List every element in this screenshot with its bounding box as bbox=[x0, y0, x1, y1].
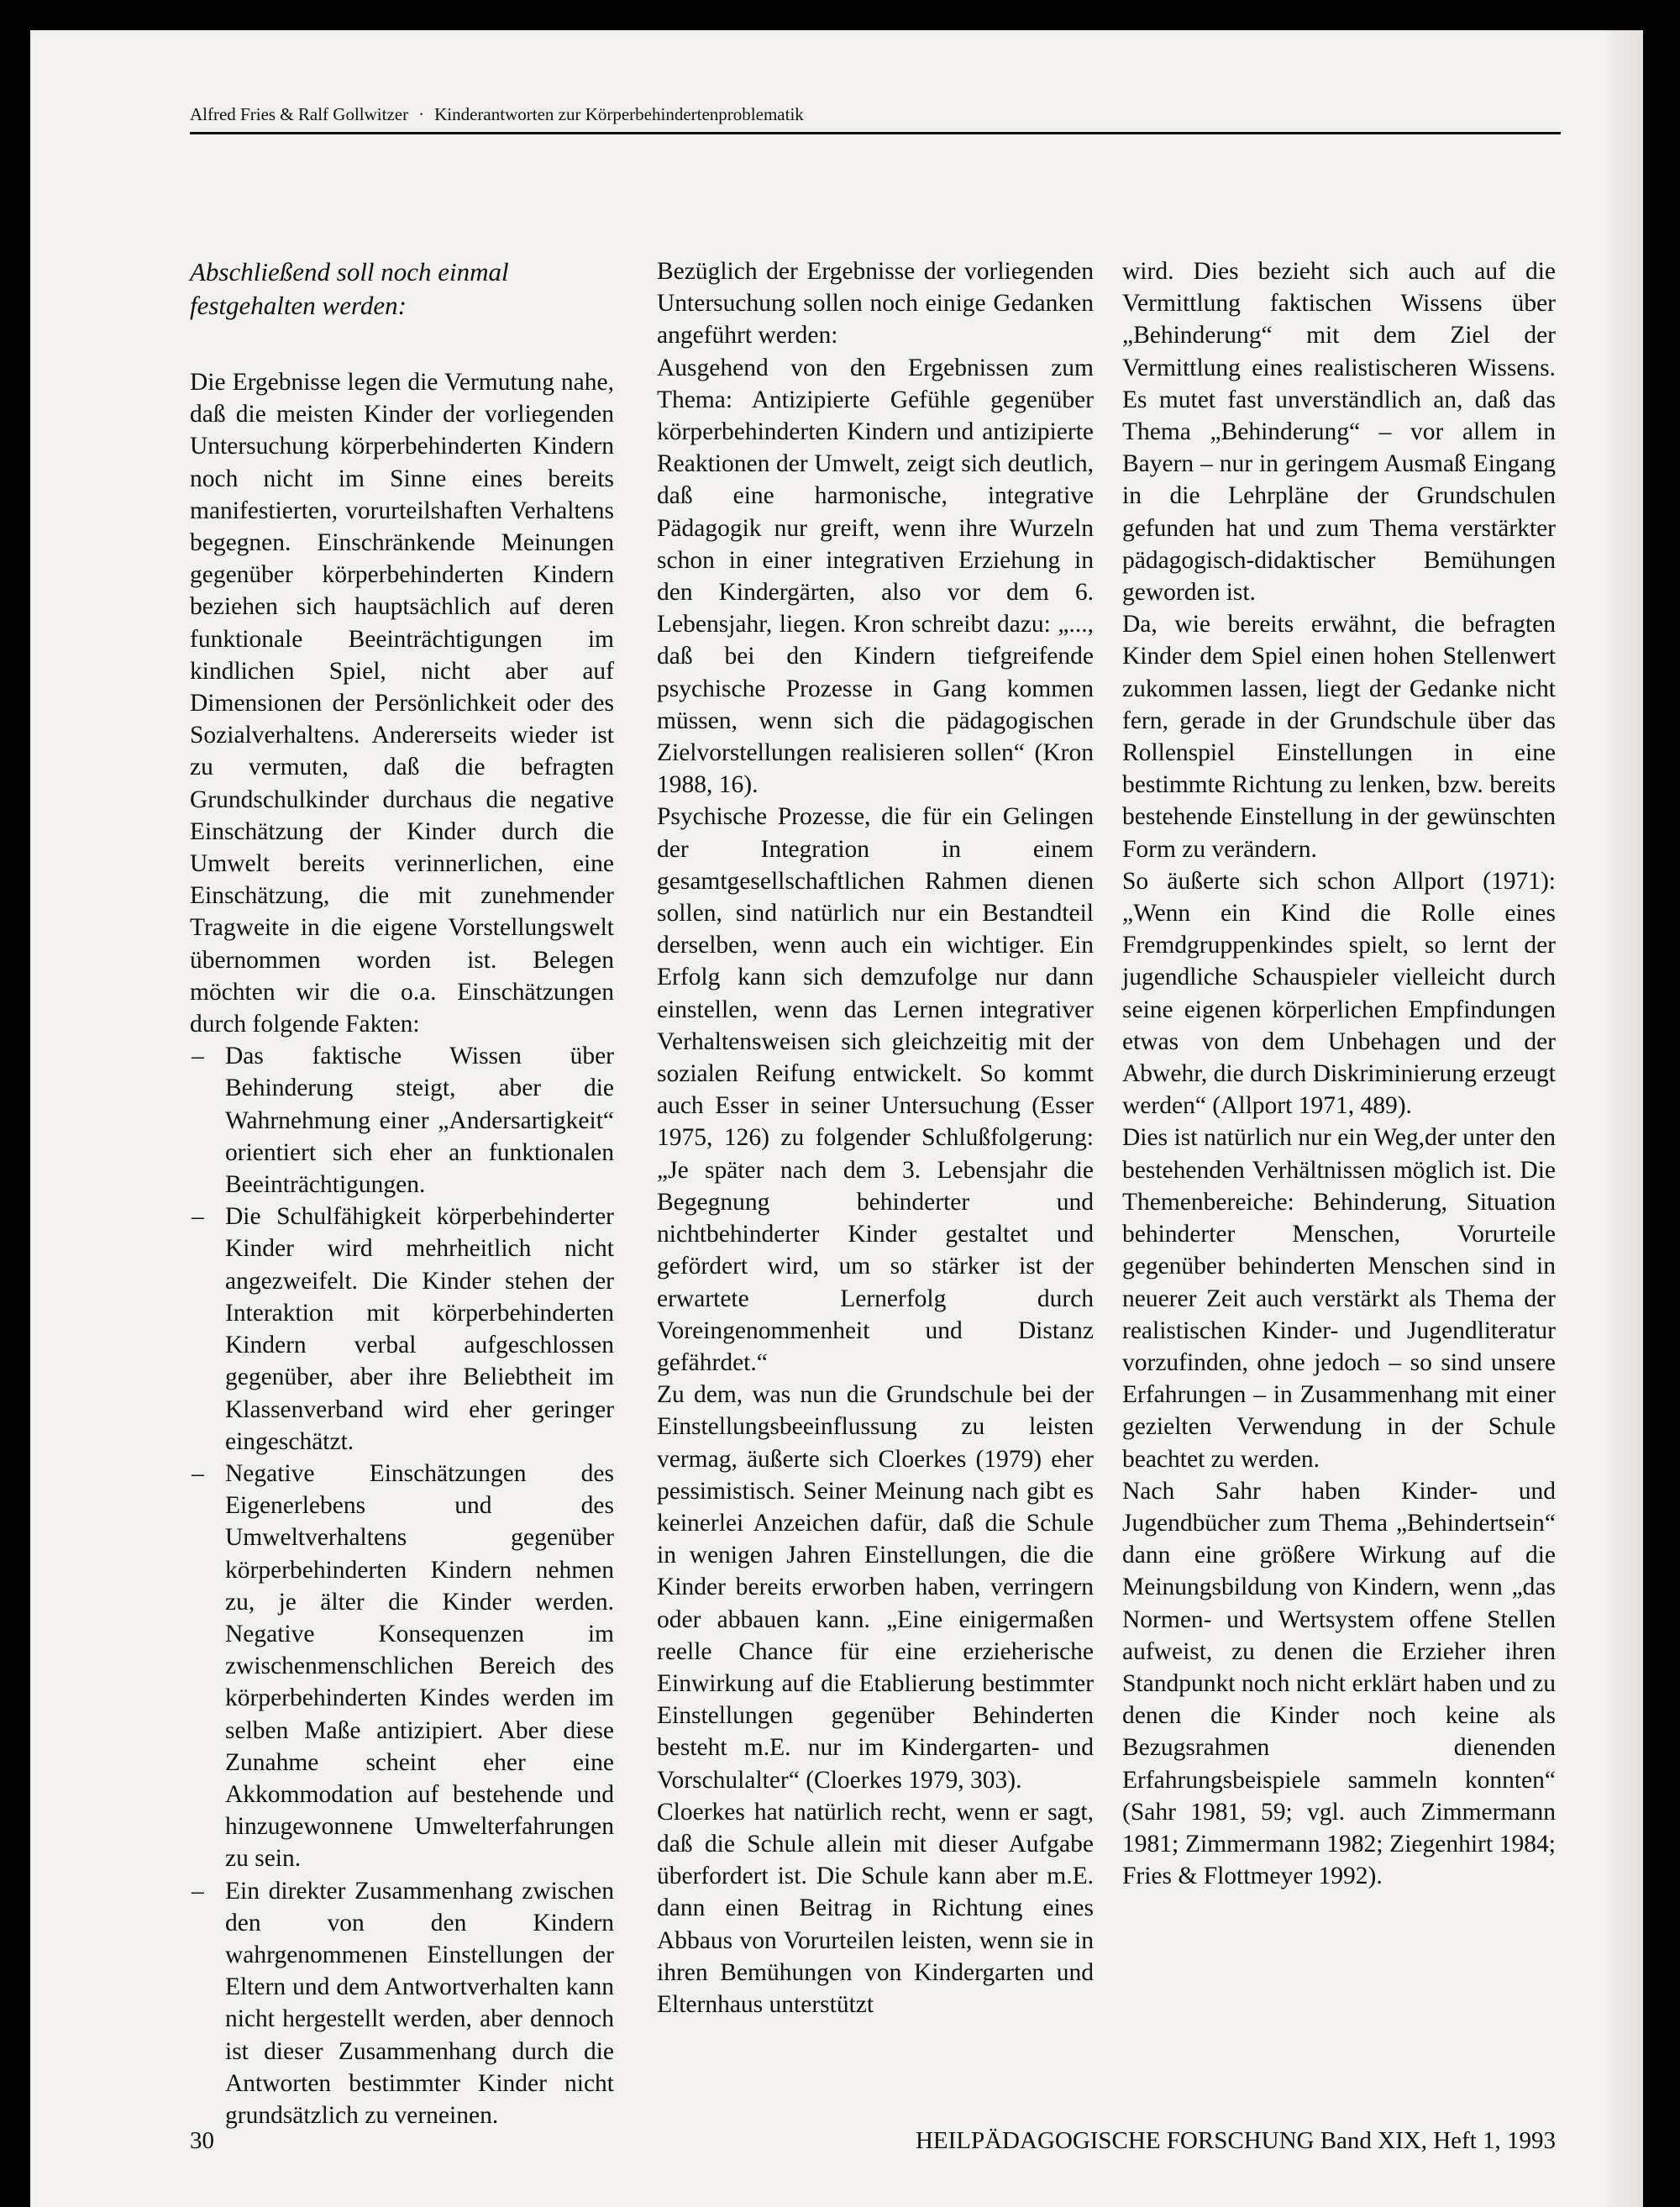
paragraph: So äußerte sich schon Allport (1971): „Wenn ein Kind die Rolle eines Fremdgruppenkindes spielt, so lernt der jugendliche Schauspieler vielleicht durch seine eigenen körperlichen Empfindungen etwas von dem Unbehagen und der Abwehr, die durch Diskriminierung erzeugt werden“ (Allport 1971, 489). bbox=[1122, 867, 1556, 1120]
paragraph: Die Ergebnisse legen die Vermutung nahe, daß die meisten Kinder der vorliegenden Untersuchung körperbehinderten Kindern noch nicht im Sinne eines bereits manifestierten, vorurteilshaften Verhaltens begegnen. Einschränkende Meinungen gegenüber körperbehinderten Kindern beziehen sich hauptsächlich auf deren funktionale Beeinträchtigungen im kindlichen Spiel, nicht aber auf Dimensionen der Persönlichkeit oder des Sozialverhaltens. Andererseits wieder ist zu vermuten, daß die befragten Grundschulkinder durchaus die negative Einschätzung der Kinder durch die Umwelt bereits verinnerlichen, eine Einschätzung, die mit zunehmender Tragweite in die eigene Vorstellungswelt übernommen worden ist. Belegen möchten wir die o.a. Einschätzungen durch folgende Fakten: bbox=[190, 369, 614, 1038]
running-head bbox=[190, 104, 1561, 134]
journal-footer: HEILPÄDAGOGISCHE FORSCHUNG Band XIX, Heft 1, 1993 bbox=[915, 2127, 1556, 2154]
list-item: – Die Schulfähigkeit körperbehinderter Kinder wird mehrheitlich nicht angezweifelt. Die Kinder stehen der Interaktion mit körperbehinderten Kindern verbal aufgeschlossen gegenüber, aber ihre Beliebtheit im Klassenverband wird eher geringer eingeschätzt. bbox=[190, 1201, 614, 1458]
list-item: – Das faktische Wissen über Behinderung steigt, aber die Wahrnehmung einer „Andersartigkeit“ orientiert sich eher an funktionalen Beeinträchtigungen. bbox=[190, 1040, 614, 1201]
paragraph: Nach Sahr haben Kinder- und Jugendbücher zum Thema „Behindertsein“ dann eine größere Wirkung auf die Meinungsbildung von Kindern, wenn „das Normen- und Wertsystem offene Stellen aufweist, zu denen die Erzieher ihren Standpunkt noch nicht erklärt haben und zu denen die Kinder noch keine als Bezugsrahmen dienenden Erfahrungsbeispiele sammeln konnten“ (Sahr 1981, 59; vgl. auch Zimmermann 1981; Zimmermann 1982; Ziegenhirt 1984; Fries & Flottmeyer 1992). bbox=[1122, 1477, 1556, 1890]
page-gutter-shadow bbox=[1601, 30, 1643, 2207]
findings-list bbox=[190, 1040, 614, 2131]
paragraph: wird. Dies bezieht sich auch auf die Vermittlung faktischen Wissens über „Behinderung“ mit dem Ziel der Vermittlung eines realistischeren Wissens. Es mutet fast unverständlich an, daß das Thema „Behinderung“ – vor allem in Bayern – nur in geringem Ausmaß Eingang in die Lehrpläne der Grundschulen gefunden hat und zum Thema verstärkter pädagogisch-didaktischer Bemühungen geworden ist. bbox=[1122, 258, 1556, 607]
paragraph: Cloerkes hat natürlich recht, wenn er sagt, daß die Schule allein mit dieser Aufgabe überfordert ist. Die Schule kann aber m.E. dann einen Beitrag in Richtung eines Abbaus von Vorurteilen leisten, wenn sie in ihren Bemühungen von Kindergarten und Elternhaus unterstützt bbox=[657, 1798, 1094, 2018]
paragraph: Dies ist natürlich nur ein Weg,der unter den bestehenden Verhältnissen möglich ist. Die Themenbereiche: Behinderung, Situation behinderter Menschen, Vorurteile gegenüber behinderten Menschen sind in neuerer Zeit auch verstärkt als Thema der realistischen Kinder- und Jugendliteratur vorzufinden, ohne jedoch – so sind unsere Erfahrungen – in Zusammenhang mit einer gezielten Verwendung in der Schule beachtet zu werden. bbox=[1122, 1124, 1556, 1473]
column-1 bbox=[190, 255, 614, 2131]
paragraph: Zu dem, was nun die Grundschule bei der Einstellungsbeeinflussung zu leisten vermag, äußerte sich Cloerkes (1979) eher pessimistisch. Seiner Meinung nach gibt es keinerlei Anzeichen dafür, daß die Schule in wenigen Jahren Einstellungen, die die Kinder bereits erworben haben, verringern oder abbauen kann. „Eine einigermaßen reelle Chance für eine erzieherische Einwirkung auf die Etablierung bestimmter Einstellungen gegenüber Behinderten besteht m.E. nur im Kindergarten- und Vorschulalter“ (Cloerkes 1979, 303). bbox=[657, 1381, 1094, 1794]
paragraph: Ausgehend von den Ergebnissen zum Thema: Antizipierte Gefühle gegenüber körperbehinderten Kindern und antizipierte Reaktionen der Umwelt, zeigt sich deutlich, daß eine harmonische, integrative Pädagogik nur greift, wenn ihre Wurzeln schon in einer integrativen Erziehung in den Kindergärten, also vor dem 6. Lebensjahr, liegen. Kron schreibt dazu: „..., daß bei den Kindern tiefgreifende psychische Prozesse in Gang kommen müssen, wenn sich die pädagogischen Zielvorstellungen realisieren sollen“ (Kron 1988, 16). bbox=[657, 354, 1094, 799]
list-item: – Negative Einschätzungen des Eigenerlebens und des Umweltverhaltens gegenüber körperbehinderten Kindern nehmen zu, je älter die Kinder werden. Negative Konsequenzen im zwischenmenschlichen Bereich des körperbehinderten Kindes werden im selben Maße antizipiert. Aber diese Zunahme scheint eher eine Akkommodation auf bestehende und hinzugewonnene Umwelterfahrungen zu sein. bbox=[190, 1458, 614, 1875]
page bbox=[30, 30, 1643, 2207]
paragraph: Da, wie bereits erwähnt, die befragten Kinder dem Spiel einen hohen Stellenwert zukommen lassen, liegt der Gedanke nicht fern, gerade in der Grundschule über das Rollenspiel Einstellungen in eine bestimmte Richtung zu lenken, bzw. bereits bestehende Einstellung in der gewünschten Form zu verändern. bbox=[1122, 611, 1556, 863]
list-item: – Ein direkter Zusammenhang zwischen den von den Kindern wahrgenommenen Einstellungen der Eltern und dem Antwortverhalten kann nicht hergestellt werden, aber dennoch ist dieser Zusammenhang durch die Antworten bestimmter Kinder nicht grundsätzlich zu verneinen. bbox=[190, 1875, 614, 2132]
lead-heading: Abschließend soll noch einmal festgehalten werden: bbox=[190, 257, 509, 320]
column-2 bbox=[657, 255, 1094, 2020]
page-number: 30 bbox=[190, 2127, 214, 2154]
paragraph: Psychische Prozesse, die für ein Gelingen der Integration in einem gesamtgesellschaftlichen Rahmen dienen sollen, sind natürlich nur ein Bestandteil derselben, wenn auch ein wichtiger. Ein Erfolg kann sich demzufolge nur dann einstellen, wenn das Lernen integrativer Verhaltensweisen sich gleichzeitig mit der sozialen Reifung entwickelt. So kommt auch Esser in seiner Untersuchung (Esser 1975, 126) zu folgender Schlußfolgerung: „Je später nach dem 3. Lebensjahr die Begegnung behinderter und nichtbehinderter Kinder gestaltet und gefördert wird, um so stärker ist der erwartete Lernerfolg durch Voreingenommenheit und Distanz gefährdet.“ bbox=[657, 803, 1094, 1376]
header-separator: · bbox=[418, 104, 425, 124]
paragraph: Bezüglich der Ergebnisse der vorliegenden Untersuchung sollen noch einige Gedanken angeführt werden: bbox=[657, 258, 1094, 349]
column-3 bbox=[1122, 255, 1556, 1892]
header-authors: Alfred Fries & Ralf Gollwitzer bbox=[190, 104, 409, 124]
header-title: Kinderantworten zur Körperbehindertenproblematik bbox=[434, 104, 804, 124]
